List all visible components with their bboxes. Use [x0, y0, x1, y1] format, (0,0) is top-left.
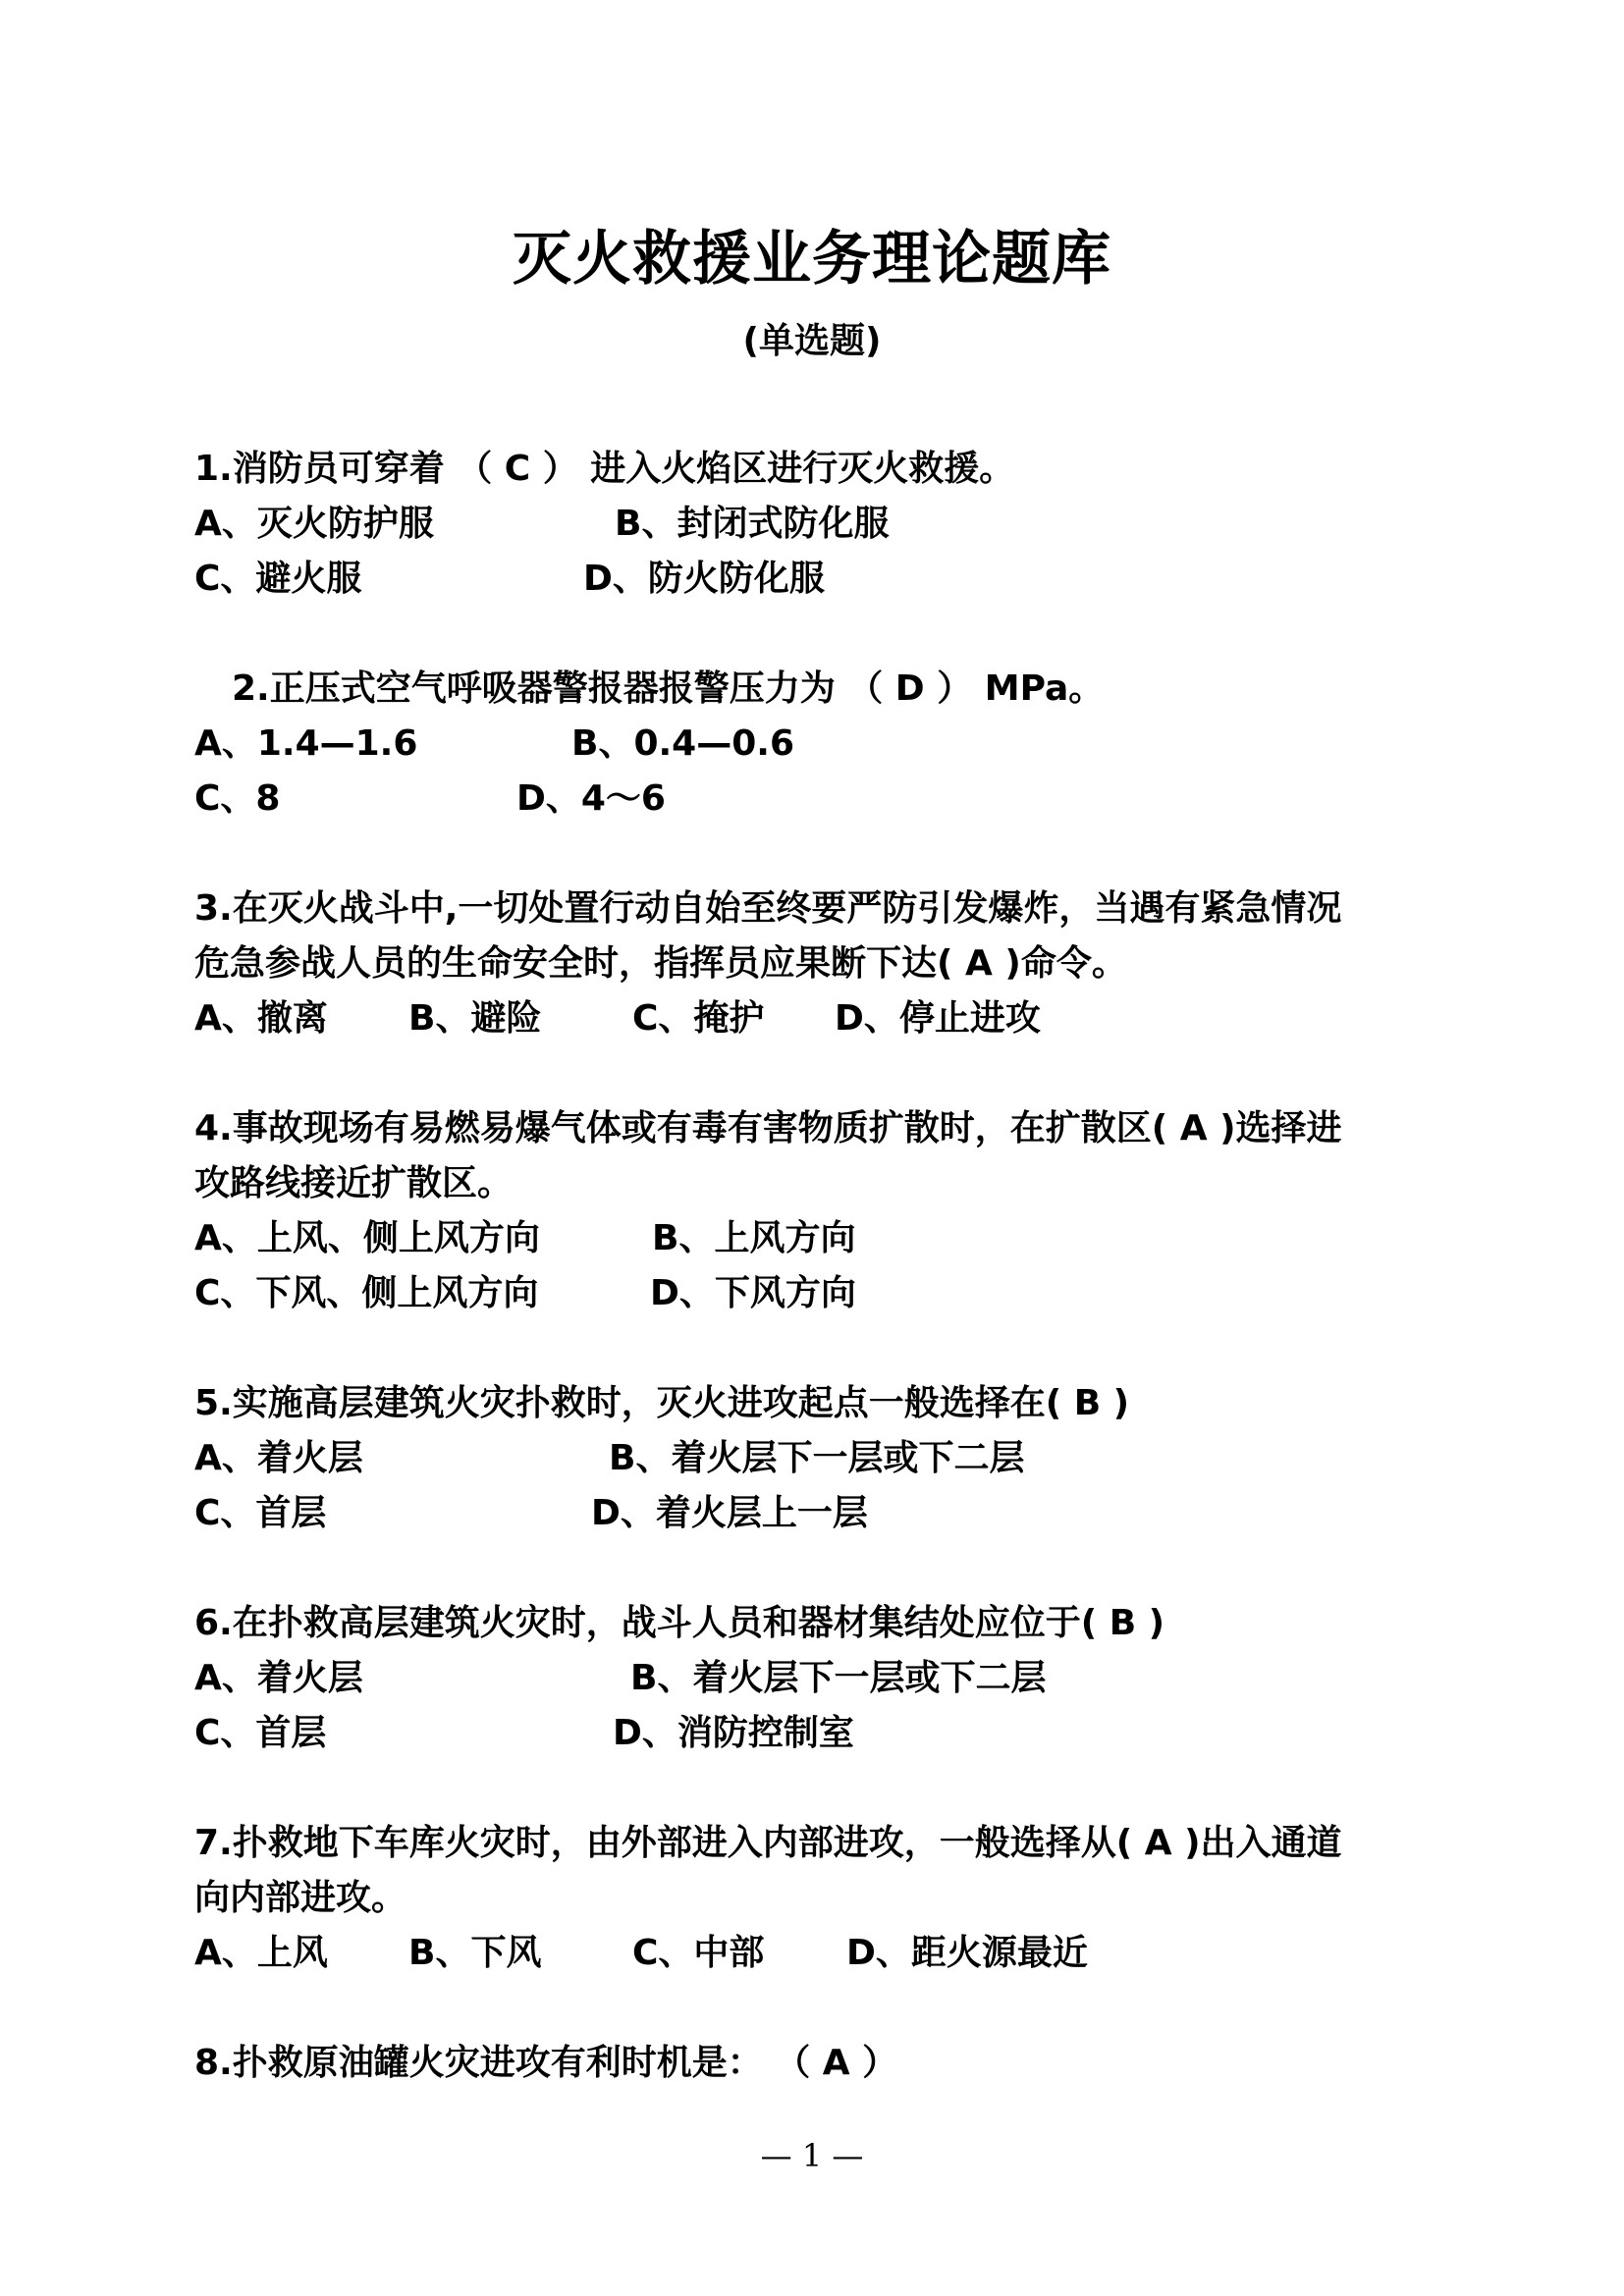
question-1-option-a: A、灭火防护服 — [194, 504, 434, 544]
question-2-option-c: C、8 — [194, 778, 281, 819]
question-1-option-c: C、避火服 — [194, 559, 362, 599]
question-4-option-c: C、下风、侧上风方向 — [194, 1273, 539, 1313]
question-7-option-d: D、距火源最近 — [846, 1933, 1088, 1973]
question-4-text-line-1: 4.事故现场有易燃易爆气体或有毒有害物质扩散时，在扩散区( A )选择进 — [194, 1108, 1342, 1148]
question-6-option-c: C、首层 — [194, 1713, 327, 1753]
question-6-text: 6.在扑救高层建筑火灾时，战斗人员和器材集结处应位于( B ) — [194, 1603, 1165, 1643]
question-4-option-a: A、上风、侧上风方向 — [194, 1218, 540, 1258]
question-7-text-line-2: 向内部进攻。 — [194, 1878, 407, 1918]
question-5-option-d: D、着火层上一层 — [591, 1493, 868, 1533]
question-5-option-a: A、着火层 — [194, 1438, 363, 1478]
question-3-option-b: B、避险 — [408, 998, 542, 1039]
page-title: 灭火救援业务理论题库 — [513, 225, 1111, 294]
question-1-option-b: B、封闭式防化服 — [615, 504, 890, 544]
question-3-option-c: C、掩护 — [632, 998, 765, 1039]
question-7-option-a: A、上风 — [194, 1933, 328, 1973]
question-4-text-line-2: 攻路线接近扩散区。 — [194, 1163, 514, 1203]
question-3-option-d: D、停止进攻 — [835, 998, 1041, 1039]
question-3-text-line-1: 3.在灭火战斗中,一切处置行动自始至终要严防引发爆炸，当遇有紧急情况 — [194, 888, 1342, 929]
page-number: — 1 — — [760, 2137, 864, 2174]
question-2-option-b: B、0.4—0.6 — [571, 723, 794, 764]
question-2-option-d: D、4～6 — [516, 778, 666, 819]
question-6-option-b: B、着火层下一层或下二层 — [630, 1658, 1047, 1698]
question-4-option-b: B、上风方向 — [652, 1218, 856, 1258]
question-4-option-d: D、下风方向 — [650, 1273, 856, 1313]
question-3-option-a: A、撤离 — [194, 998, 328, 1039]
question-2-option-a: A、1.4—1.6 — [194, 723, 418, 764]
question-6-option-a: A、着火层 — [194, 1658, 363, 1698]
question-7-option-b: B、下风 — [408, 1933, 542, 1973]
page-subtitle: (单选题) — [742, 321, 882, 361]
question-1-option-d: D、防火防化服 — [583, 559, 825, 599]
question-6-option-d: D、消防控制室 — [613, 1713, 854, 1753]
question-5-option-b: B、着火层下一层或下二层 — [609, 1438, 1025, 1478]
question-2-text: 2.正压式空气呼吸器警报器报警压力为 （ D ） MPa。 — [232, 668, 1105, 709]
question-7-text-line-1: 7.扑救地下车库火灾时，由外部进入内部进攻，一般选择从( A )出入通道 — [194, 1823, 1342, 1863]
question-1-text: 1.消防员可穿着 （ C ） 进入火焰区进行灭火救援。 — [194, 449, 1015, 489]
question-3-text-line-2: 危急参战人员的生命安全时，指挥员应果断下达( A )命令。 — [194, 943, 1127, 984]
question-5-option-c: C、首层 — [194, 1493, 327, 1533]
question-5-text: 5.实施高层建筑火灾扑救时，灭火进攻起点一般选择在( B ) — [194, 1383, 1130, 1423]
question-8-text: 8.扑救原油罐火灾进攻有利时机是： （ A ） — [194, 2043, 898, 2083]
question-7-option-c: C、中部 — [632, 1933, 765, 1973]
